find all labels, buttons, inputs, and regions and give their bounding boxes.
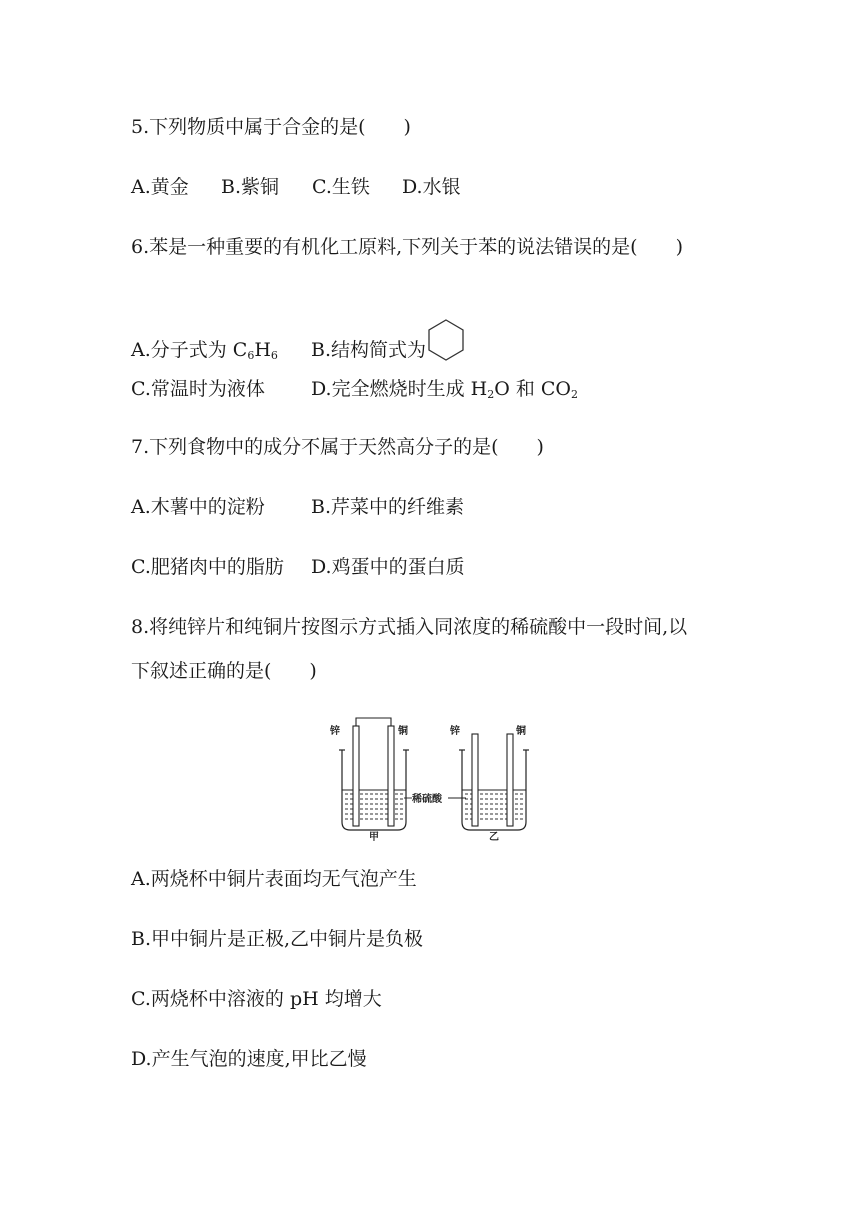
q5-option-a: A.黄金 bbox=[131, 176, 189, 198]
q8-option-c: C.两烧杯中溶液的 pH 均增大 bbox=[131, 988, 382, 1010]
q7-option-d: D.鸡蛋中的蛋白质 bbox=[311, 556, 465, 578]
beaker-right bbox=[459, 734, 529, 830]
question-5-options bbox=[131, 174, 461, 200]
q5-option-b: B.紫铜 bbox=[221, 176, 280, 198]
question-8-stem-line2: 下叙述正确的是( ) bbox=[131, 660, 317, 682]
q7-option-a: A.木薯中的淀粉 bbox=[131, 496, 265, 518]
q6-option-d: D.完全燃烧时生成 $H_2O$ 和 $CO_2$ bbox=[311, 378, 578, 401]
question-8-stem-line1: 8.将纯锌片和纯铜片按图示方式插入同浓度的稀硫酸中一段时间,以 bbox=[131, 616, 688, 638]
q5-option-c: C.生铁 bbox=[312, 176, 370, 198]
q7-option-b: B.芹菜中的纤维素 bbox=[311, 496, 465, 518]
question-6-stem: 6.苯是一种重要的有机化工原料,下列关于苯的说法错误的是( ) bbox=[131, 236, 683, 258]
question-7-options-ab bbox=[131, 494, 464, 520]
question-7-options-cd bbox=[131, 554, 465, 580]
question-7-stem: 7.下列食物中的成分不属于天然高分子的是( ) bbox=[131, 436, 544, 458]
question-5-stem: 5.下列物质中属于合金的是( ) bbox=[131, 116, 411, 138]
galvanic-cell-figure bbox=[326, 716, 536, 842]
benzene-hexagon-icon bbox=[426, 318, 466, 362]
q6-option-a: A.分子式为 $C_6H_6$ bbox=[131, 339, 278, 362]
label-beaker-jia: 甲 bbox=[369, 832, 379, 842]
q8-option-a: A.两烧杯中铜片表面均无气泡产生 bbox=[131, 868, 417, 890]
label-dilute-sulfuric-acid: 稀硫酸 bbox=[412, 794, 442, 805]
question-6-options-ab bbox=[131, 318, 466, 363]
q8-option-d: D.产生气泡的速度,甲比乙慢 bbox=[131, 1048, 367, 1070]
label-copper-right: 铜 bbox=[516, 726, 526, 737]
question-6-options-cd bbox=[131, 376, 578, 402]
label-zinc-right: 锌 bbox=[450, 726, 460, 737]
q6-option-c: C.常温时为液体 bbox=[131, 378, 265, 400]
label-beaker-yi: 乙 bbox=[489, 832, 499, 842]
label-zinc-left: 锌 bbox=[330, 726, 340, 737]
q7-option-c: C.肥猪肉中的脂肪 bbox=[131, 556, 284, 578]
q6-option-b: B.结构简式为 bbox=[311, 318, 466, 363]
label-copper-left: 铜 bbox=[398, 726, 408, 737]
q8-option-b: B.甲中铜片是正极,乙中铜片是负极 bbox=[131, 928, 424, 950]
q5-option-d: D.水银 bbox=[402, 176, 461, 198]
